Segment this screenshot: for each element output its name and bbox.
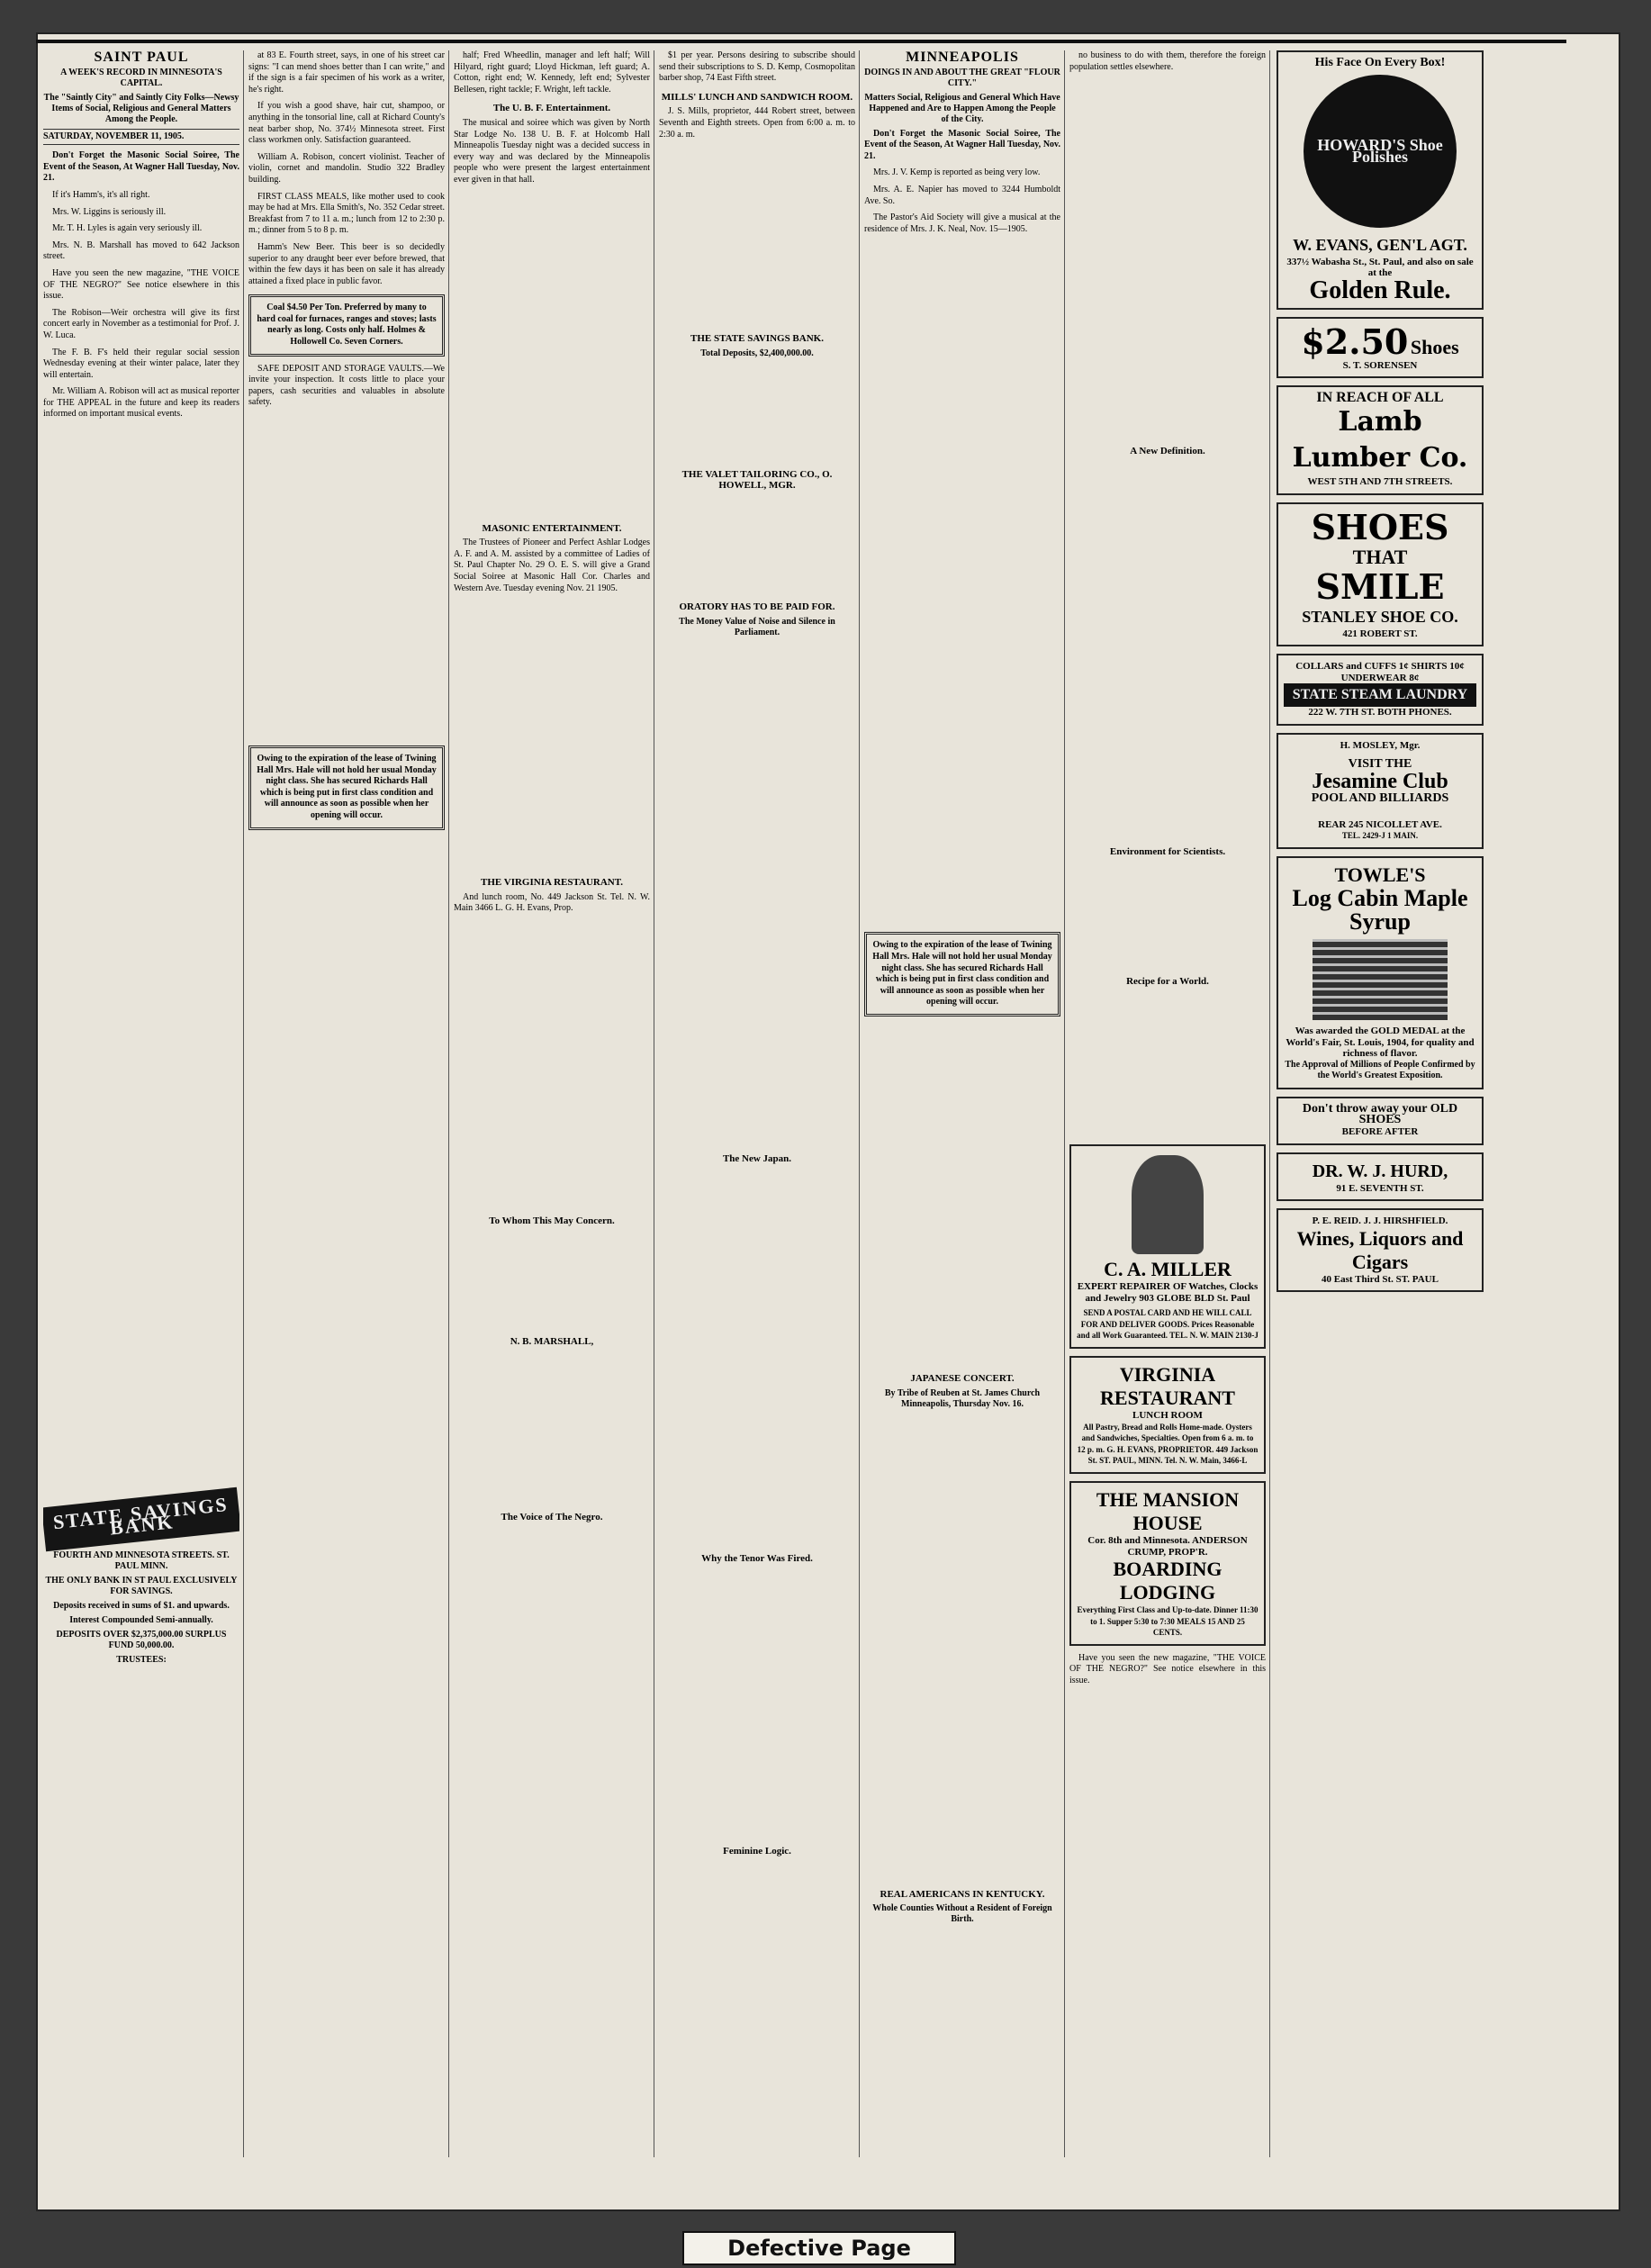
ad-line: THAT: [1352, 545, 1408, 568]
ad-word: Shoes: [1410, 335, 1459, 358]
paragraph: Don't Forget the Masonic Social Soiree, The Event of the Season, At Wagner Hall Tuesday, Nov. 21.: [43, 150, 239, 184]
lease-notice: Owing to the expiration of the lease of Twining Hall Mrs. Hale will not hold her usual Monday night class. She has secured Richards Hall which is being put in first class condition and will announce as soon as possible when her opening will occur.: [864, 932, 1060, 1017]
portrait-image: [1132, 1155, 1204, 1254]
ad-address: WEST 5TH AND 7TH STREETS.: [1307, 475, 1453, 487]
paragraph: The musical and soiree which was given by North Star Lodge No. 138 U. B. F. at Holcomb Hall Minneapolis Tuesday night was a decided success in every way and was declared by the Minneapolis people who were present the largest entertainment ever given in that hall.: [454, 117, 650, 185]
illegible-text-block: [43, 426, 239, 1488]
paragraph: Have you seen the new magazine, "THE VOICE OF THE NEGRO?" See notice elsewhere in this issue.: [43, 267, 239, 302]
jesamine-club-ad: [1277, 733, 1484, 849]
ad-address: 40 East Third St. ST. PAUL: [1322, 1273, 1439, 1285]
heading: THE VALET TAILORING CO., O. HOWELL, MGR.: [681, 468, 833, 492]
heading: Environment for Scientists.: [1109, 845, 1226, 857]
wines-liquors-ad: [1277, 1208, 1484, 1292]
paragraph: J. S. Mills, proprietor, 444 Robert street, between Seventh and Eighth streets. Open from 6:00 a. m. to 2:30 a. m.: [659, 106, 855, 140]
mansion-house-ad: [1069, 1481, 1266, 1646]
section-title: MINNEAPOLIS: [906, 50, 1019, 65]
ad-name: STATE STEAM LAUNDRY: [1284, 683, 1476, 707]
top-rule: [36, 40, 1566, 43]
virginia-restaurant-ad: [1069, 1356, 1266, 1474]
ad-head: His Face On Every Box!: [1314, 56, 1446, 69]
heading: ORATORY HAS TO BE PAID FOR.: [679, 601, 835, 612]
old-shoes-ad: [1277, 1097, 1484, 1145]
bank-line: THE ONLY BANK IN ST PAUL EXCLUSIVELY FOR SAVINGS.: [45, 1576, 238, 1597]
heading: Why the Tenor Was Fired.: [701, 1553, 813, 1565]
section-tagline: Matters Social, Religious and General Which Have Happened and Are to Happen Among the People of the City.: [864, 92, 1060, 124]
ad-line: SHOES: [1311, 506, 1449, 547]
paragraph: William A. Robison, concert violinist. Teacher of violin, cornet and mandolin. Studio 322 Bradley building.: [248, 151, 445, 185]
ad-name: Lamb Lumber Co.: [1292, 405, 1468, 474]
sorensen-shoes-ad: [1277, 317, 1484, 379]
column-divider: [1064, 50, 1065, 2157]
paragraph: SAFE DEPOSIT AND STORAGE VAULTS.—We invite your inspection. It costs little to place your papers, cash securities and valuables in absolute safety.: [248, 363, 445, 408]
heading: To Whom This May Concern.: [489, 1215, 615, 1226]
ad-title: THE MANSION HOUSE: [1096, 1487, 1240, 1534]
ad-name: TOWLE'S: [1334, 863, 1426, 886]
ad-address: 337½ Wabasha St., St. Paul, and also on sale at the: [1286, 256, 1474, 279]
section-title: SAINT PAUL: [94, 50, 189, 65]
paragraph: Mrs. W. Liggins is seriously ill.: [52, 206, 167, 217]
ad-address: REAR 245 NICOLLET AVE.: [1318, 818, 1442, 830]
heading: THE STATE SAVINGS BANK.: [690, 333, 824, 345]
ad-subtitle: LUNCH ROOM: [1132, 1409, 1203, 1421]
ad-name: Jesamine Club: [1312, 770, 1448, 794]
ad-manager: H. MOSLEY, Mgr.: [1340, 739, 1421, 751]
ad-head: IN REACH OF ALL: [1316, 390, 1444, 406]
ad-body: EXPERT REPAIRER OF Watches, Clocks and Jewelry 903 GLOBE BLD St. Paul: [1077, 1280, 1259, 1304]
ad-head: Don't throw away your OLD SHOES: [1302, 1101, 1458, 1127]
ad-subtitle: POOL AND BILLIARDS: [1311, 791, 1449, 806]
dr-hurd-ad: [1277, 1152, 1484, 1202]
paragraph: Mr. T. H. Lyles is again very seriously ill.: [52, 223, 203, 234]
coal-ad: Coal $4.50 Per Ton. Preferred by many to hard coal for furnaces, ranges and stoves; lasts nearly as long. Costs only half. Holmes & Hollowell Co. Seven Corners.: [248, 294, 445, 356]
paragraph: And lunch room, No. 449 Jackson St. Tel. N. W. Main 3466 L. G. H. Evans, Prop.: [454, 891, 650, 914]
heading: The Voice of The Negro.: [501, 1512, 603, 1523]
section-subtitle: DOINGS IN AND ABOUT THE GREAT "FLOUR CITY.": [864, 67, 1060, 88]
column-divider: [1269, 50, 1270, 2157]
stanley-shoe-ad: [1277, 502, 1484, 647]
paragraph: no business to do with them, therefore the foreign population settles elsewhere.: [1069, 50, 1266, 72]
column-minneapolis: [864, 50, 1060, 2175]
bank-address: FOURTH AND MINNESOTA STREETS. ST. PAUL MINN.: [53, 1550, 230, 1572]
section-subtitle: A WEEK'S RECORD IN MINNESOTA'S CAPITAL.: [60, 67, 222, 88]
heading: REAL AMERICANS IN KENTUCKY.: [880, 1888, 1045, 1900]
paragraph: Have you seen the new magazine, "THE VOICE OF THE NEGRO?" See notice elsewhere in this issue.: [1069, 1652, 1266, 1686]
subheading: By Tribe of Reuben at St. James Church Minneapolis, Thursday Nov. 16.: [884, 1387, 1041, 1409]
ad-address: 91 E. SEVENTH ST.: [1336, 1182, 1424, 1194]
ad-head: COLLARS and CUFFS 1¢ SHIRTS 10¢ UNDERWEAR 8¢: [1295, 661, 1465, 683]
illegible-text-block: [1069, 78, 1266, 438]
column-2: [248, 50, 445, 2175]
column-saint-paul: [43, 50, 239, 2175]
illegible-text-block: [864, 240, 1060, 925]
column-3: [454, 50, 650, 2175]
ad-store: Golden Rule.: [1309, 276, 1451, 304]
illegible-text-block: [864, 1414, 1060, 1882]
heading: Recipe for a World.: [1126, 976, 1209, 988]
illegible-text-block: [454, 920, 650, 1208]
column-divider: [448, 50, 449, 2157]
subheading: The Money Value of Noise and Silence in Parliament.: [679, 616, 835, 637]
ad-title: C. A. MILLER: [1104, 1257, 1231, 1280]
illegible-text-block: [1069, 991, 1266, 1144]
paragraph: Hamm's New Beer. This beer is so decidedly superior to any draught beer ever before brewed, that within the few days it has been on sale it has already attained a fixed place in public favor.: [248, 241, 445, 286]
paragraph: The Robison—Weir orchestra will give its first concert early in November as a testimonial for Prof. J. W. Luca.: [43, 307, 239, 340]
ad-body: Cor. 8th and Minnesota. ANDERSON CRUMP, PROP'R.: [1087, 1534, 1248, 1558]
bank-line: Interest Compounded Semi-annually.: [69, 1615, 213, 1626]
paragraph: Mrs. J. V. Kemp is reported as being very low.: [873, 167, 1041, 178]
heading: THE VIRGINIA RESTAURANT.: [480, 877, 623, 889]
paragraph: The Trustees of Pioneer and Perfect Ashlar Lodges A. F. and A. M. assisted by a committee of Ladies of St. Paul Chapter No. 29 O. E. S. will give a Grand Social Soiree at Masonic Hall Cor. Charles and Western Ave. Tuesday evening Nov. 21 1905.: [454, 538, 650, 593]
ad-visit: VISIT THE: [1348, 756, 1412, 771]
heading: The New Japan.: [722, 1152, 792, 1164]
heading: The U. B. F. Entertainment.: [492, 103, 611, 114]
heading: MILLS' LUNCH AND SANDWICH ROOM.: [661, 91, 853, 103]
bank-logo: STATE SAVINGS BANK: [43, 1487, 239, 1552]
miller-ad: [1069, 1144, 1266, 1349]
ad-footer: Everything First Class and Up-to-date. Dinner 11:30 to 1. Supper 5:30 to 7:30 MEALS 15 AND 25 CENTS.: [1077, 1605, 1259, 1638]
ad-big: BOARDING LODGING: [1113, 1558, 1222, 1604]
ad-footer: SEND A POSTAL CARD AND HE WILL CALL FOR AND DELIVER GOODS. Prices Reasonable and all Work Guaranteed. TEL. N. W. MAIN 2130-J: [1077, 1308, 1259, 1341]
heading: MASONIC ENTERTAINMENT.: [482, 522, 622, 534]
illegible-text-block: [454, 1230, 650, 1329]
ad-title: Log Cabin Maple Syrup: [1292, 884, 1468, 935]
column-divider: [243, 50, 244, 2157]
ad-labels: BEFORE AFTER: [1341, 1126, 1419, 1138]
paragraph: $1 per year. Persons desiring to subscribe should send their subscriptions to S. D. Kemp, Cosmopolitan barber shop, 74 East Fifth street.: [659, 50, 855, 84]
ad-name: STANLEY SHOE CO.: [1302, 607, 1458, 626]
paragraph: If you wish a good shave, hair cut, shampoo, or anything in the tonsorial line, call at Richard County's neat barber shop, No. 374½ Minnesota street. First class workmen only. Satisfaction guaranteed.: [248, 101, 445, 146]
illegible-text-block: [659, 1568, 855, 1839]
paragraph: Mrs. N. B. Marshall has moved to 642 Jackson street.: [43, 239, 239, 262]
illegible-text-block: [454, 600, 650, 870]
ad-address: 421 ROBERT ST.: [1342, 628, 1418, 639]
illegible-text-block: [659, 495, 855, 594]
illegible-text-block: [659, 1168, 855, 1546]
trustees-title: TRUSTEES:: [116, 1655, 167, 1666]
section-tagline: The "Saintly City" and Saintly City Folks—Newsy Items of Social, Religious and General Matters Among the People.: [43, 92, 239, 124]
defective-page-label: Defective Page: [682, 2231, 956, 2265]
illegible-text-block: [659, 642, 855, 1146]
heading: N. B. MARSHALL,: [510, 1336, 594, 1348]
dateline: SATURDAY, NOVEMBER 11, 1905.: [43, 129, 239, 146]
ad-body: All Pastry, Bread and Rolls Home-made. Oysters and Sandwiches, Specialties. Open from 6 a. m. to 12 p. m. G. H. EVANS, PROPRIETOR. 449 Jackson St. ST. PAUL, MINN. Tel. N. W. Main, 3466-L: [1077, 1422, 1259, 1466]
paragraph: The F. B. F's held their regular social session Wednesday evening at their winter palace, later they will entertain.: [43, 347, 239, 380]
heading: A New Definition.: [1130, 446, 1205, 457]
column-4: [659, 50, 855, 2175]
ad-name: DR. W. J. HURD,: [1312, 1161, 1448, 1181]
illegible-text-block: [1069, 861, 1266, 969]
lamb-lumber-ad: [1277, 385, 1484, 494]
ad-line: SMILE: [1315, 565, 1445, 607]
cabin-image: [1313, 939, 1448, 1020]
illegible-text-block: [454, 1351, 650, 1504]
ad-agent: W. EVANS, GEN'L AGT.: [1293, 235, 1467, 254]
state-laundry-ad: [1277, 654, 1484, 726]
paragraph: The Pastor's Aid Society will give a musical at the residence of Mrs. J. K. Neal, Nov. 15—1905.: [864, 212, 1060, 234]
paragraph: Mrs. A. E. Napier has moved to 3244 Humboldt Ave. So.: [864, 184, 1060, 206]
ad-footer: The Approval of Millions of People Confirmed by the World's Greatest Exposition.: [1285, 1059, 1475, 1081]
heading: JAPANESE CONCERT.: [910, 1372, 1015, 1384]
column-6: [1069, 50, 1266, 2175]
bank-line: Deposits received in sums of $1. and upwards.: [53, 1601, 230, 1612]
log-cabin-syrup-ad: [1277, 856, 1484, 1089]
illegible-text-block: [659, 146, 855, 326]
bank-deposits: DEPOSITS OVER $2,375,000.00 SURPLUS FUND 50,000.00.: [56, 1630, 227, 1651]
ad-address: 222 W. 7TH ST. BOTH PHONES.: [1308, 707, 1452, 718]
paragraph: FIRST CLASS MEALS, like mother used to cook may be had at Mrs. Ella Smith's, No. 352 Cedar street. Breakfast from 7 to 11 a. m.; lunch from 12 to 2:30 p. m.; dinner from 5 to 8 p. m.: [248, 191, 445, 236]
illegible-text-block: [864, 1024, 1060, 1366]
illegible-text-block: [248, 414, 445, 738]
subheading: Whole Counties Without a Resident of Foreign Birth.: [872, 1903, 1052, 1925]
illegible-text-block: [659, 363, 855, 462]
ad-store: S. T. SORENSEN: [1342, 359, 1418, 371]
howard-polish-ad: [1277, 50, 1484, 310]
ad-price: $2.50: [1301, 321, 1409, 362]
ad-body: Was awarded the GOLD MEDAL at the World's Fair, St. Louis, 1904, for quality and richness of flavor.: [1286, 1025, 1475, 1060]
lease-notice: Owing to the expiration of the lease of Twining Hall Mrs. Hale will not hold her usual Monday night class. She has secured Richards Hall which is being put in first class condition and will announce as soon as possible when her opening will occur.: [248, 745, 445, 830]
column-ads: [1277, 50, 1484, 2175]
ad-names: P. E. REID. J. J. HIRSHFIELD.: [1312, 1215, 1448, 1227]
ad-title: VIRGINIA RESTAURANT: [1100, 1362, 1235, 1409]
paragraph: If it's Hamm's, it's all right.: [52, 189, 150, 200]
polish-seal-image: HOWARD'S Shoe Polishes: [1304, 75, 1457, 228]
ad-telephone: TEL. 2429-J 1 MAIN.: [1341, 831, 1419, 841]
illegible-text-block: [454, 192, 650, 516]
ad-title: Wines, Liquors and Cigars: [1296, 1226, 1464, 1273]
paragraph: half; Fred Wheedlin, manager and left half; Will Hilyard, right guard; Lloyd Hickman, left guard; A. Cotton, right end; W. Kennedy, left end; Sylvester Bellesen, right tackle; F. Wright, left tackle.: [454, 50, 650, 95]
heading: Feminine Logic.: [723, 1845, 791, 1857]
column-divider: [859, 50, 860, 2157]
illegible-text-block: [1069, 461, 1266, 839]
paragraph: Don't Forget the Masonic Social Soiree, The Event of the Season, At Wagner Hall Tuesday, Nov. 21.: [864, 128, 1060, 161]
paragraph: at 83 E. Fourth street, says, in one of his street car signs: "I can mend shoes better than I can write," and if the sign is a fair specimen of his work as a writer, he's right.: [248, 50, 445, 95]
subheading: Total Deposits, $2,400,000.00.: [700, 348, 814, 358]
paragraph: Mr. William A. Robison will act as musical reporter for THE APPEAL in the future and keep its readers informed on important musical events.: [43, 386, 239, 420]
